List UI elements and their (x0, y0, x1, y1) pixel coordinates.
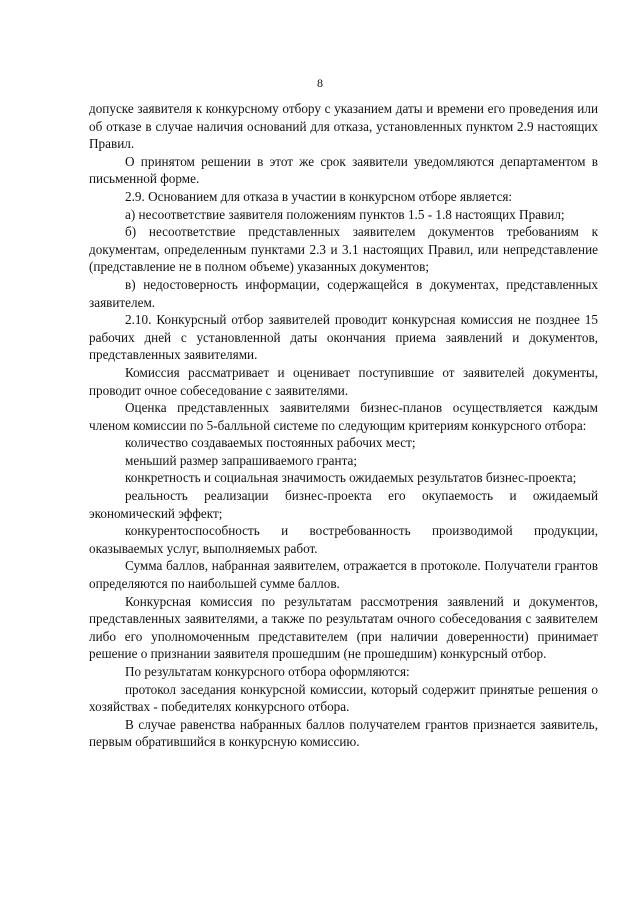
paragraph: В случае равенства набранных баллов получателем грантов признается заявитель, первым обратившийся в конкурсную комиссию. (89, 716, 598, 750)
document-body (89, 100, 598, 751)
paragraph: 2.10. Конкурсный отбор заявителей проводит конкурсная комиссия не позднее 15 рабочих дней с установленной даты окончания приема заявлений и документов, представленных заявителями. (89, 312, 598, 363)
paragraph: Комиссия рассматривает и оценивает поступившие от заявителей документы, проводит очное собеседование с заявителями. (89, 364, 598, 398)
paragraph: допуске заявителя к конкурсному отбору с указанием даты и времени его проведения или об отказе в случае наличия оснований для отказа, установленных пунктом 2.9 настоящих Правил. (89, 101, 598, 152)
paragraph: Оценка представленных заявителями бизнес-планов осуществляется каждым членом комиссии по 5-балльной системе по следующим критериям конкурсного отбора: (89, 400, 598, 433)
paragraph: Сумма баллов, набранная заявителем, отражается в протоколе. Получатели грантов определяются по наибольшей сумме баллов. (89, 558, 598, 592)
paragraph: 2.9. Основанием для отказа в участии в конкурсном отборе является: (125, 188, 513, 204)
paragraph: количество создаваемых постоянных рабочих мест; (125, 435, 416, 451)
paragraph: меньший размер запрашиваемого гранта; (125, 452, 358, 468)
paragraph: О принятом решении в этот же срок заявители уведомляются департаментом в письменной форме. (89, 153, 598, 187)
paragraph: Конкурсная комиссия по результатам рассмотрения заявлений и документов, представленных заявителями, а также по результатам очного собеседования с заявителем либо его уполномоченным представителем (при наличии доверенности) принимает решение о признании заявителя прошедшим (не прошедшим) конкурсный отбор. (89, 593, 598, 662)
paragraph: б) несоответствие представленных заявителем документов требованиям к документам, определенным пунктами 2.3 и 3.1 настоящих Правил, или непредставление (представление не в полном объеме) указанных документов; (89, 224, 598, 275)
page-number: 8 (317, 76, 323, 90)
paragraph: а) несоответствие заявителя положениям пунктов 1.5 - 1.8 настоящих Правил; (125, 206, 565, 222)
paragraph: По результатам конкурсного отбора оформляются: (125, 664, 410, 679)
paragraph: протокол заседания конкурсной комиссии, который содержит принятые решения о хозяйствах - победителях конкурсного отбора. (89, 681, 598, 715)
paragraph: реальность реализации бизнес-проекта его окупаемость и ожидаемый экономический эффект; (89, 488, 598, 521)
paragraph: в) недостоверность информации, содержащейся в документах, представленных заявителем. (89, 276, 598, 310)
paragraph: конкретность и социальная значимость ожидаемых результатов бизнес-проекта; (125, 470, 577, 486)
paragraph: конкурентоспособность и востребованность производимой продукции, оказываемых услуг, выполняемых работ. (89, 523, 598, 556)
